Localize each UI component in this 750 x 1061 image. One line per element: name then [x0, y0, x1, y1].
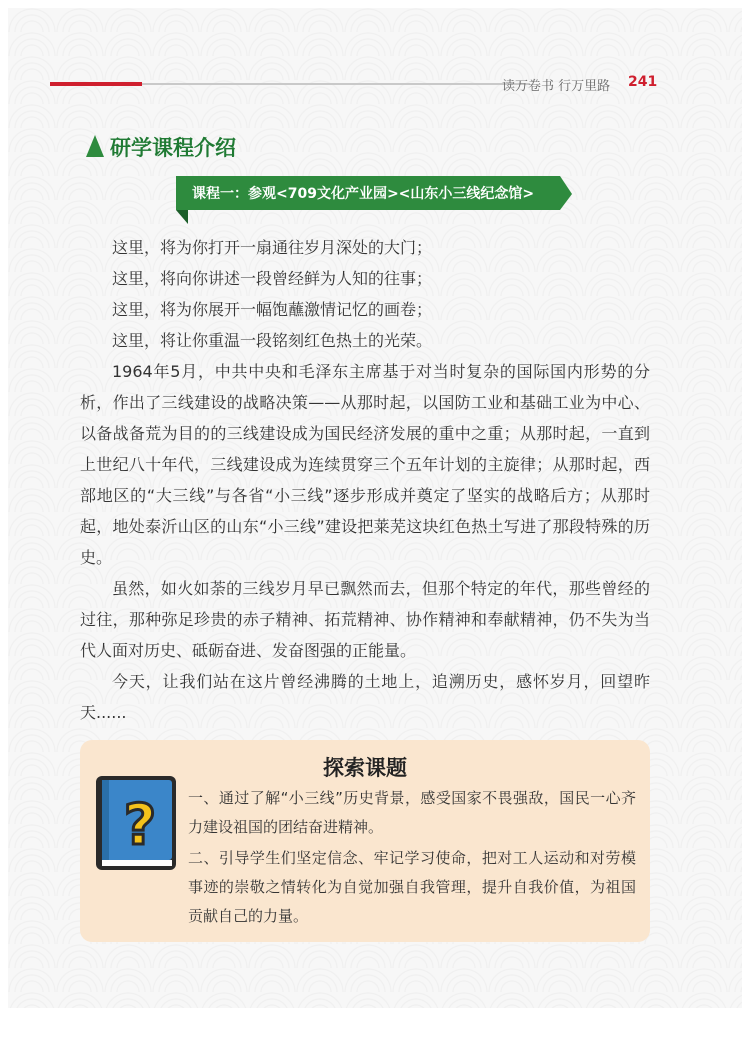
explore-item: 二、引导学生们坚定信念、牢记学习使命，把对工人运动和对劳模事迹的崇敬之情转化为自觉加强自我管理，提升自我价值，为祖国贡献自己的力量。	[188, 849, 636, 925]
paragraph: 今天，让我们站在这片曾经沸腾的土地上，追溯历史，感怀岁月，回望昨天......	[80, 672, 650, 722]
explore-items	[188, 784, 636, 933]
header-gray-rule	[142, 83, 530, 85]
course-label: 课程一：参观<709文化产业园><山东小三线纪念馆>	[192, 186, 535, 202]
explore-title: 探索课题	[323, 756, 407, 780]
triangle-icon	[86, 135, 104, 157]
header-red-bar	[50, 82, 142, 86]
page-number: 241	[628, 74, 658, 90]
question-glyph: ?	[123, 793, 157, 858]
paragraph: 1964年5月，中共中央和毛泽东主席基于对当时复杂的国际国内形势的分析，作出了三线建设的战略决策——从那时起，以国防工业和基础工业为中心、以备战备荒为目的的三线建设成为国民经济发展的重中之重；从那时起，一直到上世纪八十年代，三线建设成为连续贯穿三个五年计划的主旋律；从那时起，西部地区的“大三线”与各省“小三线”逐步形成并奠定了坚实的战略后方；从那时起，地处泰沂山区的山东“小三线”建设把莱芜这块红色热土写进了那段特殊的历史。	[80, 362, 650, 567]
paragraph: 这里，将为你打开一扇通往岁月深处的大门；	[112, 238, 433, 257]
paragraph: 这里，将向你讲述一段曾经鲜为人知的往事；	[112, 269, 433, 288]
page-header	[50, 72, 658, 96]
section-title: 研学课程介绍	[110, 136, 236, 160]
explore-item: 一、通过了解“小三线”历史背景，感受国家不畏强敌，国民一心齐力建设祖国的团结奋进精神。	[188, 789, 636, 836]
course-ribbon	[176, 174, 572, 226]
paragraph: 这里，将让你重温一段铭刻红色热土的光荣。	[112, 331, 433, 350]
explore-topics-box	[80, 740, 650, 942]
intro-text	[80, 232, 650, 728]
question-book-icon	[90, 772, 184, 874]
paragraph: 虽然，如火如荼的三线岁月早已飘然而去，但那个特定的年代，那些曾经的过往，那种弥足珍贵的赤子精神、拓荒精神、协作精神和奉献精神，仍不失为当代人面对历史、砥砺奋进、发奋图强的正能量。	[80, 579, 650, 660]
paragraph: 这里，将为你展开一幅饱蘸激情记忆的画卷；	[112, 300, 433, 319]
header-slogan: 读万卷书 行万里路	[502, 79, 611, 94]
